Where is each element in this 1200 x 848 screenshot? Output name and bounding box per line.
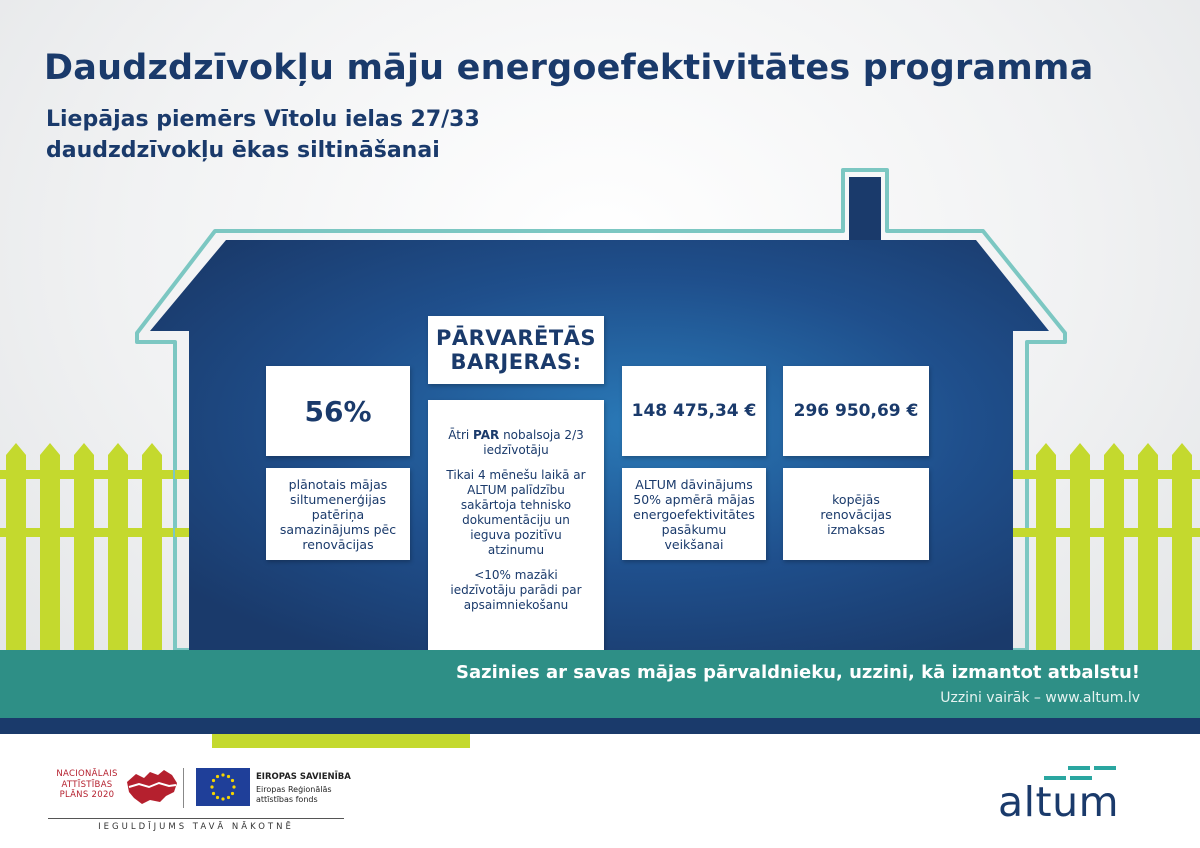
logo-divider <box>183 768 184 808</box>
total-value: 296 950,69 € <box>793 401 919 421</box>
page-title: Daudzdzīvokļu māju energoefektivitātes programma <box>44 48 1094 88</box>
reduction-label-box <box>266 468 410 560</box>
chimney <box>849 177 881 247</box>
latvia-map-icon <box>124 766 180 808</box>
motto-line <box>48 818 344 819</box>
cta-banner <box>0 650 1200 718</box>
eu-flag-icon <box>196 768 250 806</box>
right-fence <box>1030 443 1200 650</box>
barrier-2: Tikai 4 mēnešu laikā ar ALTUM palīdzību sakārtoja tehnisko dokumentāciju un ieguva pozitīvu atzinumu <box>446 468 586 557</box>
barriers-title: PĀRVARĒTĀS BARJERAS: <box>435 326 597 374</box>
altum-logo-text[interactable]: altum <box>998 778 1120 826</box>
nap-logo-text: NACIONĀLAIS ATTĪSTĪBAS PLĀNS 2020 <box>56 769 118 800</box>
grant-label: ALTUM dāvinājums 50% apmērā mājas energoefektivitātes pasākumu veikšanai <box>633 476 755 552</box>
page-subtitle: Liepājas piemērs Vītolu ielas 27/33 daudzdzīvokļu ēkas siltināšanai <box>46 107 480 163</box>
reduction-value: 56% <box>304 394 372 428</box>
total-value-box <box>783 366 929 456</box>
navy-stripe <box>0 718 1200 734</box>
barriers-list-box <box>428 400 604 652</box>
left-fence <box>0 443 175 650</box>
grant-value-box <box>622 366 766 456</box>
eu-fund: Eiropas Reģionālās attīstības fonds <box>256 785 332 804</box>
banner-main-text: Sazinies ar savas mājas pārvaldnieku, uzzini, kā izmantot atbalstu! <box>456 662 1140 683</box>
grant-value: 148 475,34 € <box>631 401 757 421</box>
eu-title: EIROPAS SAVIENĪBA <box>256 772 351 782</box>
reduction-value-box <box>266 366 410 456</box>
barriers-title-box <box>428 316 604 384</box>
banner-link-text[interactable]: Uzzini vairāk – www.altum.lv <box>940 690 1140 706</box>
barrier-3: <10% mazāki iedzīvotāju parādi par apsaimniekošanu <box>450 568 582 612</box>
grant-label-box <box>622 468 766 560</box>
motto-text: IEGULDĪJUMS TAVĀ NĀKOTNĒ <box>98 822 294 832</box>
reduction-label: plānotais mājas siltumenerģijas patēriņa samazinājums pēc renovācijas <box>279 476 397 552</box>
total-label: kopējās renovācijas izmaksas <box>820 491 892 537</box>
barrier-1-bold: PAR <box>473 428 500 442</box>
total-label-box <box>783 468 929 560</box>
barrier-1: Ātri PAR nobalsoja 2/3 iedzīvotāju <box>448 428 584 457</box>
lime-stripe <box>212 734 470 748</box>
